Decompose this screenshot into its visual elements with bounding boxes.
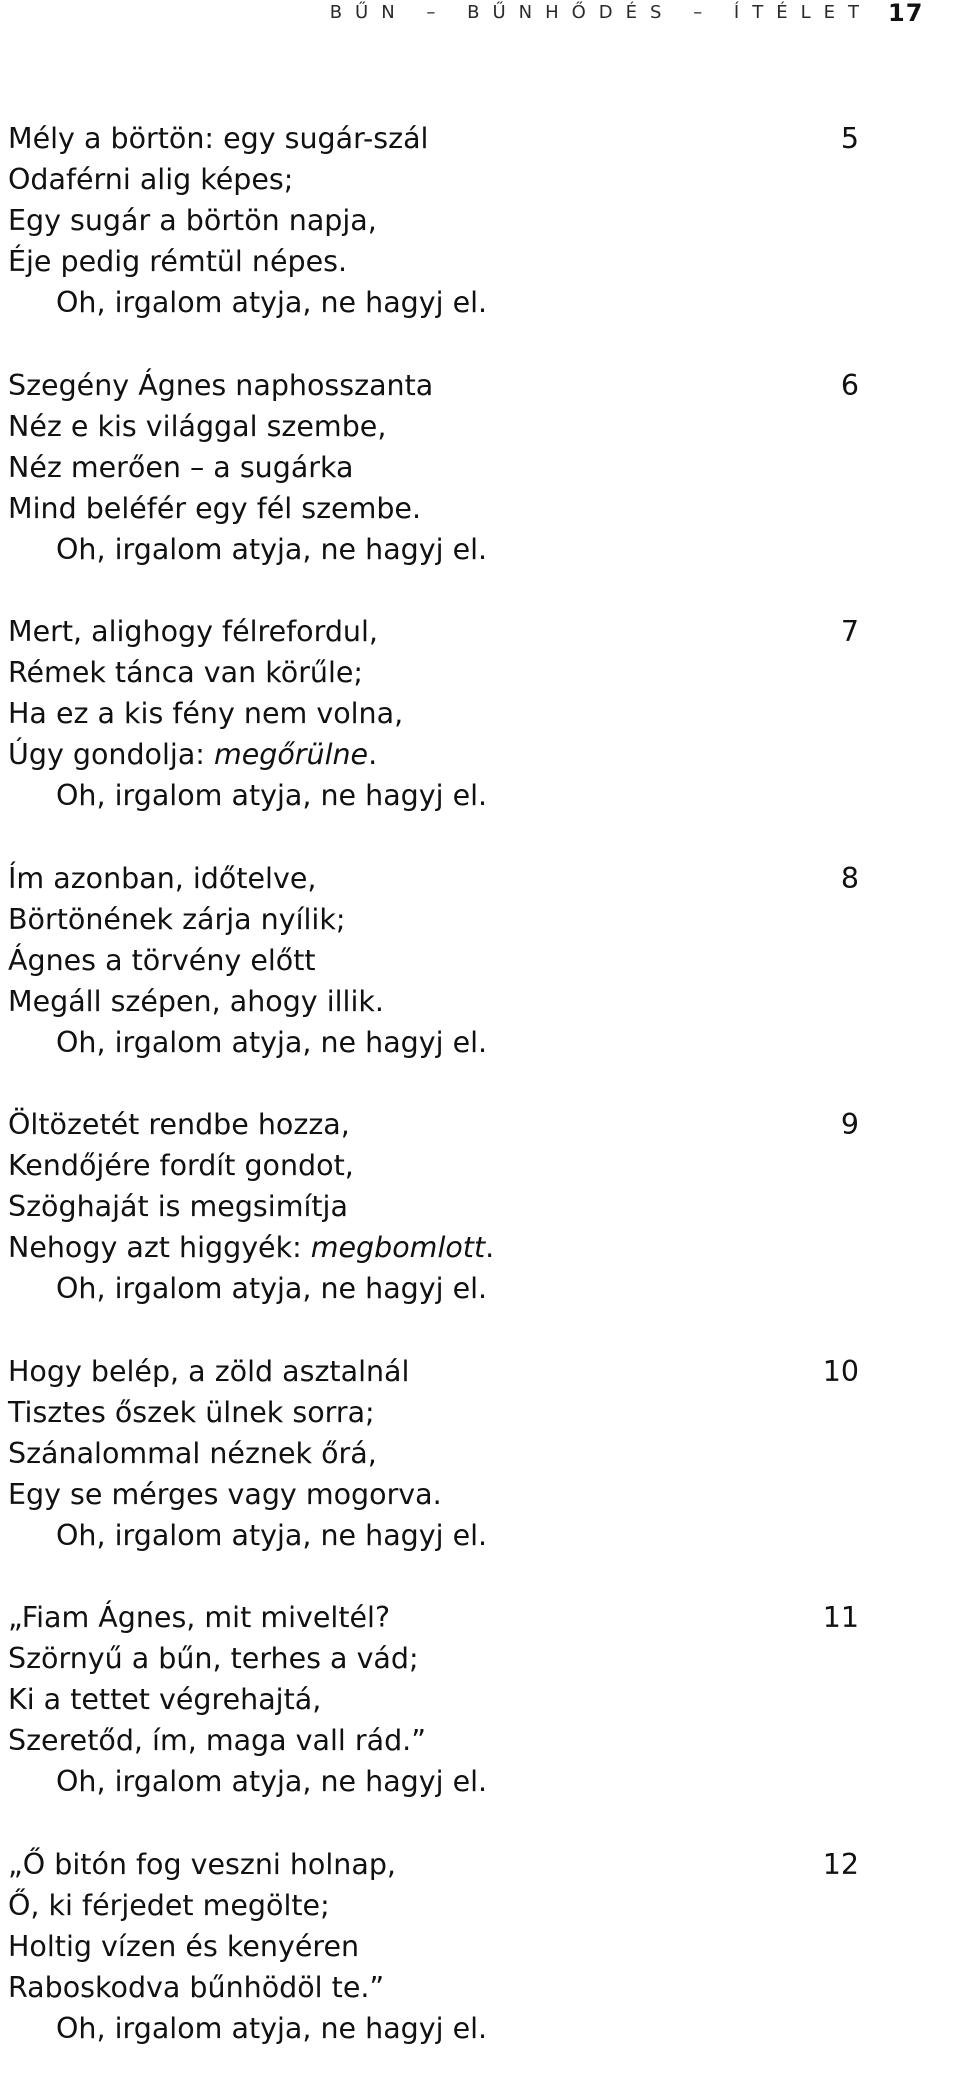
stanza-number: 5	[840, 122, 859, 155]
refrain-line: Oh, irgalom atyja, ne hagyj el.	[56, 532, 488, 566]
refrain-line: Oh, irgalom atyja, ne hagyj el.	[56, 779, 488, 812]
stanza	[8, 1844, 888, 2049]
verse-line: Odaférni alig képes;	[8, 163, 294, 196]
stanza	[8, 1104, 888, 1309]
stanza	[8, 1597, 888, 1802]
refrain-line: Oh, irgalom atyja, ne hagyj el.	[56, 1025, 488, 1059]
verse-line: Megáll szépen, ahogy illik.	[8, 984, 384, 1018]
verse-line: Börtönének zárja nyílik;	[8, 902, 346, 936]
poem-body	[8, 118, 888, 2090]
page-header	[0, 0, 960, 32]
verse-line: Néz merően – a sugárka	[8, 450, 354, 484]
page-number: 17	[888, 0, 924, 27]
verse-line: Tisztes őszek ülnek sorra;	[8, 1395, 375, 1429]
verse-line: Hogy belép, a zöld asztalnál	[8, 1354, 410, 1388]
verse-line: Szeretőd, ím, maga vall rád.”	[8, 1724, 426, 1757]
verse-line: Szöghaját is megsimítja	[8, 1190, 348, 1223]
verse-line: Ha ez a kis fény nem volna,	[8, 697, 404, 730]
stanza	[8, 611, 888, 816]
italic-emphasis: megőrülne	[213, 738, 369, 771]
italic-emphasis: megbomlott	[310, 1231, 486, 1264]
stanza	[8, 858, 888, 1063]
stanza	[8, 365, 888, 570]
stanza-number: 11	[822, 1601, 859, 1634]
verse-line	[8, 734, 888, 775]
verse-line: Egy sugár a börtön napja,	[8, 204, 377, 237]
verse-line: Egy se mérges vagy mogorva.	[8, 1477, 442, 1511]
refrain-line: Oh, irgalom atyja, ne hagyj el.	[56, 1272, 488, 1305]
verse-line: Szánalommal néznek őrá,	[8, 1436, 377, 1470]
verse-line: „Fiam Ágnes, mit miveltél?	[8, 1601, 391, 1634]
verse-text: Nehogy azt higgyék:	[8, 1231, 311, 1264]
verse-line: „Ő bitón fog veszni holnap,	[8, 1847, 396, 1881]
refrain-line: Oh, irgalom atyja, ne hagyj el.	[56, 286, 488, 319]
verse-line: Éje pedig rémtül népes.	[8, 245, 348, 278]
verse-line: Néz e kis világgal szembe,	[8, 409, 387, 443]
verse-text: Úgy gondolja:	[8, 738, 214, 771]
stanza-number: 6	[840, 368, 859, 402]
verse-line: Mert, alighogy félrefordul,	[8, 615, 378, 648]
refrain-line: Oh, irgalom atyja, ne hagyj el.	[56, 1765, 488, 1798]
verse-line: Holtig vízen és kenyéren	[8, 1929, 360, 1963]
refrain-line: Oh, irgalom atyja, ne hagyj el.	[56, 2011, 488, 2045]
verse-line: Öltözetét rendbe hozza,	[8, 1108, 350, 1141]
verse-line: Ágnes a törvény előtt	[8, 943, 316, 977]
stanza-number: 7	[840, 615, 859, 648]
running-title: BŰN – BŰNHŐDÉS – ÍTÉLET	[329, 2, 872, 23]
verse-line	[8, 1227, 888, 1268]
stanza	[8, 1351, 888, 1556]
verse-line: Szegény Ágnes naphosszanta	[8, 368, 434, 402]
verse-line: Mély a börtön: egy sugár-szál	[8, 122, 429, 155]
stanza-number: 9	[840, 1108, 859, 1141]
verse-line: Kendőjére fordít gondot,	[8, 1149, 354, 1182]
verse-line: Mind beléfér egy fél szembe.	[8, 491, 422, 525]
verse-line: Rémek tánca van körűle;	[8, 656, 364, 689]
stanza-number: 12	[822, 1847, 859, 1881]
verse-line: Ím azonban, időtelve,	[8, 861, 317, 895]
refrain-line: Oh, irgalom atyja, ne hagyj el.	[56, 1518, 488, 1552]
verse-punctuation: .	[485, 1231, 495, 1264]
stanza-number: 8	[840, 861, 859, 895]
stanza-number: 10	[822, 1354, 859, 1388]
stanza	[8, 118, 888, 323]
verse-line: Ki a tettet végrehajtá,	[8, 1683, 322, 1716]
verse-line: Raboskodva bűnhödöl te.”	[8, 1970, 385, 2004]
verse-line: Szörnyű a bűn, terhes a vád;	[8, 1642, 419, 1675]
verse-line: Ő, ki férjedet megölte;	[8, 1888, 330, 1922]
verse-punctuation: .	[368, 738, 378, 771]
